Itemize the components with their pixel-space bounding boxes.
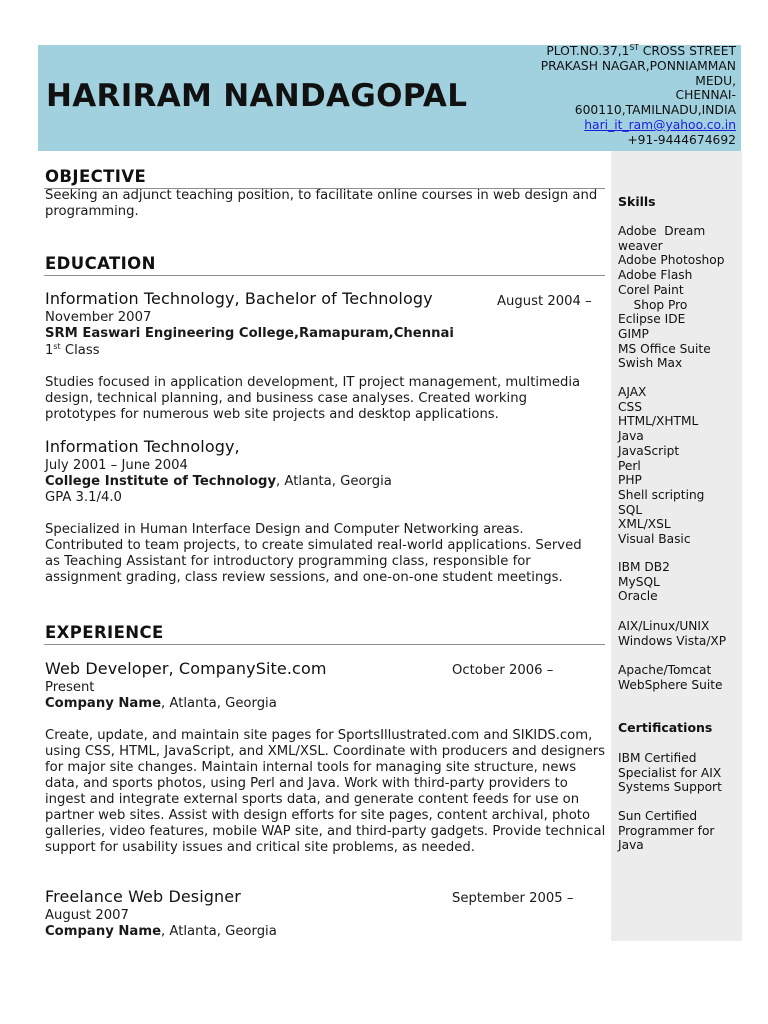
- skills-databases-list: [618, 560, 670, 604]
- email-link[interactable]: hari_it_ram@yahoo.co.in: [584, 117, 736, 132]
- objective-text: Seeking an adjunct teaching position, to facilitate online courses in web design and programming.: [45, 188, 598, 219]
- list-item: Sun Certified: [618, 809, 698, 823]
- list-item: Adobe Flash: [618, 268, 693, 283]
- list-item: Perl: [618, 458, 641, 473]
- certification-ibm: [618, 751, 722, 795]
- list-item: Adobe Photoshop: [618, 253, 725, 268]
- list-item: Swish Max: [618, 356, 683, 371]
- list-item: JavaScript: [618, 443, 680, 458]
- job-date-start-2: September 2005 –: [452, 891, 574, 906]
- list-item: Eclipse IDE: [618, 312, 686, 327]
- list-item: Shop Pro: [618, 297, 688, 312]
- list-item: AIX/Linux/UNIX: [618, 619, 710, 633]
- skills-languages-list: [618, 385, 704, 547]
- job-company-2: Company Name, Atlanta, Georgia: [45, 924, 277, 939]
- job-title-2: Freelance Web Designer: [45, 887, 241, 906]
- experience-divider: [44, 644, 605, 645]
- list-item: Shell scripting: [618, 487, 705, 502]
- education-description-1: Studies focused in application development, IT project management, multimedia design, technical planning, and business case analyses. Created working prototypes for numerous web site projects and desktop applications.: [45, 375, 581, 422]
- list-item: Apache/Tomcat: [618, 663, 712, 677]
- list-item: SQL: [618, 502, 643, 517]
- education-date-end-1: November 2007: [45, 310, 152, 325]
- list-item: HTML/XHTML: [618, 414, 699, 429]
- experience-heading: EXPERIENCE: [45, 623, 164, 642]
- job-date-start-1: October 2006 –: [452, 663, 554, 678]
- list-item: Corel Paint: [618, 282, 684, 297]
- list-item: Windows Vista/XP: [618, 633, 727, 648]
- list-item: CSS: [618, 399, 642, 414]
- list-item: PHP: [618, 473, 642, 488]
- list-item: GIMP: [618, 326, 649, 341]
- skills-os-list: [618, 619, 726, 648]
- list-item: MS Office Suite: [618, 341, 711, 356]
- education-description-2: Specialized in Human Interface Design and Computer Networking areas. Contributed to team projects, to create simulated real-world applications. Served as Teaching Assistant for introductory programming class, responsible for assignment grading, class review sessions, and one-on-one student meetings.: [45, 522, 582, 585]
- education-heading: EDUCATION: [45, 254, 156, 273]
- education-school-1: SRM Easwari Engineering College,Ramapuram,Chennai: [45, 326, 454, 341]
- list-item: Systems Support: [618, 780, 722, 795]
- list-item: Java: [618, 838, 644, 853]
- address-line-4: CHENNAI-: [675, 88, 736, 103]
- list-item: Java: [618, 429, 644, 444]
- skills-heading: Skills: [618, 194, 656, 209]
- address-line-2: PRAKASH NAGAR,PONNIAMMAN: [540, 58, 736, 73]
- list-item: weaver: [618, 238, 663, 253]
- candidate-name: HARIRAM NANDAGOPAL: [46, 78, 468, 114]
- job-company-1: Company Name, Atlanta, Georgia: [45, 696, 277, 711]
- education-degree-2: Information Technology,: [45, 437, 240, 456]
- list-item: IBM DB2: [618, 560, 670, 574]
- job-description-1: Create, update, and maintain site pages for SportsIllustrated.com and SIKIDS.com, using CSS, HTML, JavaScript, and XML/XSL. Coordinate with producers and designers for major site changes. Maintain internal tools for managing site structure, news data, and sports photos, using Perl and Java. Work with third-party providers to ingest and integrate external sports data, and generate content feeds for use on partner web sites. Assist with design efforts for site pages, content archival, photo galleries, video features, mobile WAP site, and third-party gadgets. Provide technical support for usability issues and critical site problems, as needed.: [45, 728, 606, 855]
- list-item: XML/XSL: [618, 517, 671, 532]
- job-date-end-2: August 2007: [45, 908, 129, 923]
- certifications-heading: Certifications: [618, 720, 713, 735]
- list-item: MySQL: [618, 574, 660, 589]
- list-item: Adobe Dream: [618, 224, 706, 238]
- education-degree-1: Information Technology, Bachelor of Technology: [45, 289, 433, 308]
- list-item: Programmer for: [618, 823, 715, 838]
- list-item: AJAX: [618, 385, 647, 399]
- address-line-3: MEDU,: [695, 73, 736, 88]
- list-item: Oracle: [618, 589, 658, 604]
- objective-heading: OBJECTIVE: [45, 167, 147, 186]
- phone-number: +91-9444674692: [627, 132, 736, 147]
- certification-sun: [618, 809, 714, 853]
- education-grade-1: 1st Class: [45, 342, 100, 358]
- education-date-start-1: August 2004 –: [497, 294, 592, 309]
- list-item: Visual Basic: [618, 532, 691, 547]
- education-gpa-2: GPA 3.1/4.0: [45, 490, 122, 505]
- list-item: Specialist for AIX: [618, 765, 722, 780]
- skills-servers-list: [618, 663, 723, 692]
- education-dates-2: July 2001 – June 2004: [45, 458, 188, 473]
- list-item: WebSphere Suite: [618, 677, 723, 692]
- list-item: IBM Certified: [618, 751, 697, 765]
- address-line-5: 600110,TAMILNADU,INDIA: [574, 103, 736, 118]
- skills-tools-list: [618, 224, 724, 371]
- address-line-1: PLOT.NO.37,1ST CROSS STREET: [546, 43, 736, 58]
- education-school-2: College Institute of Technology, Atlanta, Georgia: [45, 474, 392, 489]
- contact-block: [496, 44, 736, 148]
- job-title-1: Web Developer, CompanySite.com: [45, 659, 327, 678]
- job-date-end-1: Present: [45, 680, 95, 695]
- education-divider: [44, 275, 605, 276]
